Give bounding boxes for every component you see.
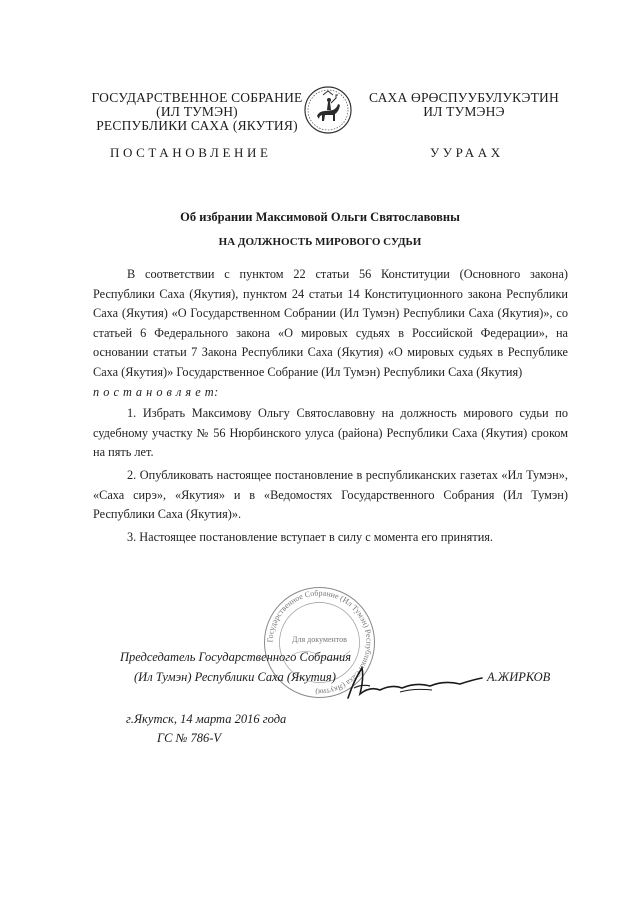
resolution-body xyxy=(93,265,568,547)
doc-type-sakha: УУРААХ xyxy=(430,145,504,160)
org-name-ru-line2: (ИЛ ТУМЭН) xyxy=(156,104,238,119)
preamble-paragraph: В соответствии с пунктом 22 статьи 56 Конституции (Основного закона) Республики Саха (Якутия), пунктом 24 статьи 14 Конституционного закона Республики Саха (Якутия) «О Государственном Собрании (Ил Тумэн) Республики Саха (Якутия)», со статьей 6 Федерального закона «О мировых судьях в Российской Федерации», на основании статьи 7 Закона Республики Саха (Якутия) «О мировых судьях в Республике Саха (Якутия)» Государственное Собрание (Ил Тумэн) Республики Саха (Якутия) xyxy=(93,267,568,379)
item-3-paragraph: 3. Настоящее постановление вступает в силу с момента его принятия. xyxy=(127,529,494,544)
org-name-sakha-line2: ИЛ ТУМЭНЭ xyxy=(423,104,505,119)
header-left xyxy=(86,91,308,133)
org-name-ru-line3: РЕСПУБЛИКИ САХА (ЯКУТИЯ) xyxy=(96,118,298,133)
coat-of-arms-icon xyxy=(303,85,353,135)
org-name-ru-line1: ГОСУДАРСТВЕННОЕ СОБРАНИЕ xyxy=(91,90,303,105)
doc-type-ru: ПОСТАНОВЛЕНИЕ xyxy=(110,145,272,160)
resolution-title-line2-text: НА ДОЛЖНОСТЬ МИРОВОГО СУДЬИ xyxy=(218,236,422,248)
stamp-outer-text: Государственное Собрание (Ил Тумэн) Республики Саха (Якутия) xyxy=(265,588,374,697)
handwritten-signature xyxy=(340,660,485,705)
stamp-inner-text: Для документов xyxy=(292,635,347,644)
org-name-sakha-line1: САХА ӨРӨСПУУБУЛУКЭТИН xyxy=(369,90,559,105)
signatory-position-line1: Председатель Государственного Собрания xyxy=(120,650,352,664)
item-2-paragraph: 2. Опубликовать настоящее постановление в республиканских газетах «Ил Тумэн», «Саха сирэ», «Якутия» и в «Ведомостях Государственного Собрания (Ил Тумэн) Республики Саха (Якутия)». xyxy=(93,467,568,522)
item-1-paragraph: 1. Избрать Максимову Ольгу Святославовну на должность мирового судьи по судебному участку № 56 Нюрбинского улуса (района) Республики Саха (Якутия) сроком на пять лет. xyxy=(93,406,568,460)
resolves-line: п о с т а н о в л я е т: xyxy=(93,384,219,399)
document-number: ГС № 786-V xyxy=(157,731,222,745)
signatory-name: А.ЖИРКОВ xyxy=(487,670,551,684)
resolution-title-line1: Об избрании Максимовой Ольги Святославовны xyxy=(180,210,460,224)
place-and-date: г.Якутск, 14 марта 2016 года xyxy=(126,712,287,726)
header-right xyxy=(358,91,570,119)
resolution-title-line2 xyxy=(0,234,640,249)
signatory-position-line2: (Ил Тумэн) Республики Саха (Якутия) xyxy=(134,670,336,684)
